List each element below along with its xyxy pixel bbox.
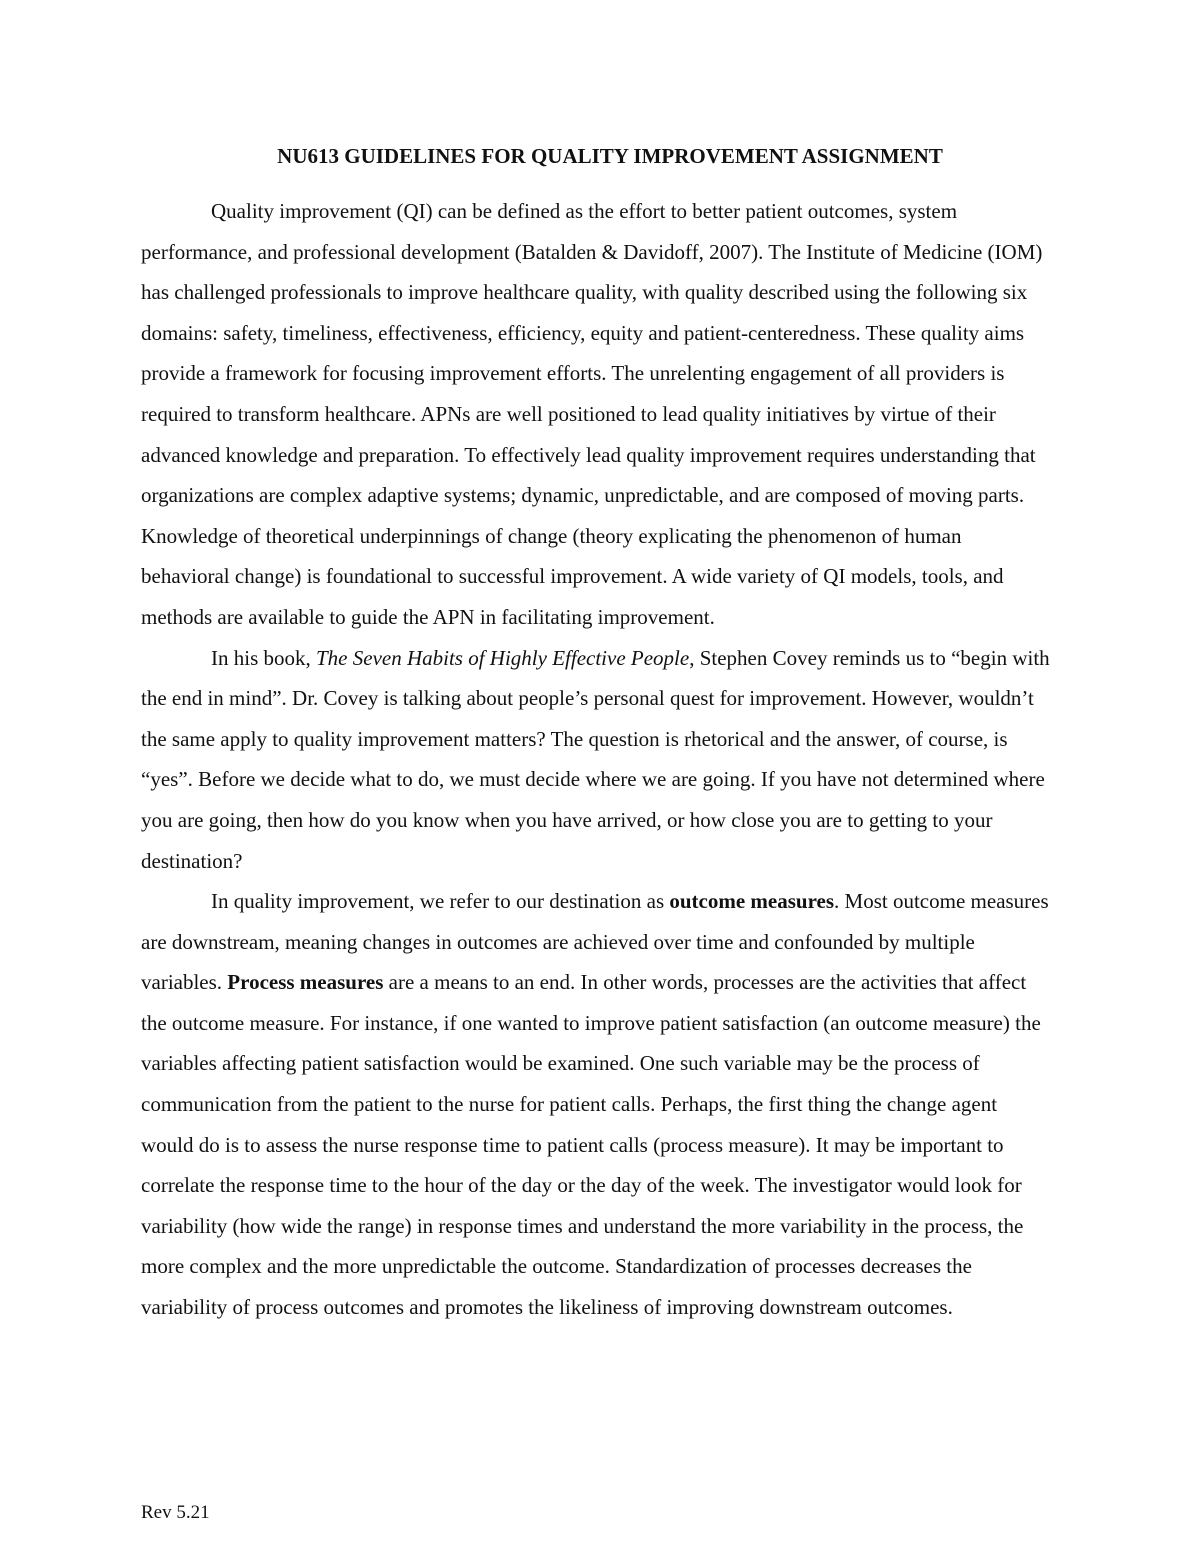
paragraph-measures-intro: In quality improvement, we refer to our destination as: [211, 889, 670, 914]
paragraph-covey-intro: In his book,: [211, 645, 316, 670]
term-outcome-measures: outcome measures: [669, 889, 835, 914]
paragraph-measures-rest: are a means to an end. In other words, processes are the activities that affect the outcome measure. For instance, if one wanted to improve patient satisfaction (an outcome measure) the variables affecting patient satisfaction would be examined. One such variable may be the process of communication from the patient to the nurse for patient calls. Perhaps, the first thing the change agent would do is to assess the nurse response time to patient calls (process measure). It may be important to correlate the response time to the hour of the day or the day of the week. The investigator would look for variability (how wide the range) in response times and understand the more variability in the process, the more complex and the more unpredictable the outcome. Standardization of processes decreases the variability of process outcomes and promotes the likeliness of improving downstream outcomes.: [141, 970, 1041, 1320]
document-body: [141, 191, 1053, 1328]
paragraph-covey: [141, 638, 1053, 882]
term-process-measures: Process measures: [227, 970, 384, 995]
paragraph-measures-middle: . Most outcome measures are downstream, meaning changes in outcomes are achieved over time and confounded by multiple variables.: [141, 889, 1049, 995]
revision-footer: Rev 5.21: [141, 1502, 210, 1523]
paragraph-measures: [141, 881, 1053, 1328]
book-title: The Seven Habits of Highly Effective People: [316, 645, 690, 670]
paragraph-covey-rest: , Stephen Covey reminds us to “begin with the end in mind”. Dr. Covey is talking about people’s personal quest for improvement. However, wouldn’t the same apply to quality improvement matters? The question is rhetorical and the answer, of course, is “yes”. Before we decide what to do, we must decide where we are going. If you have not determined where you are going, then how do you know when you have arrived, or how close you are to getting to your destination?: [141, 645, 1050, 873]
paragraph-qi-definition: Quality improvement (QI) can be defined as the effort to better patient outcomes, system performance, and professional development (Batalden & Davidoff, 2007). The Institute of Medicine (IOM) has challenged professionals to improve healthcare quality, with quality described using the following six domains: safety, timeliness, effectiveness, efficiency, equity and patient-centeredness. These quality aims provide a framework for focusing improvement efforts. The unrelenting engagement of all providers is required to transform healthcare. APNs are well positioned to lead quality initiatives by virtue of their advanced knowledge and preparation. To effectively lead quality improvement requires understanding that organizations are complex adaptive systems; dynamic, unpredictable, and are composed of moving parts. Knowledge of theoretical underpinnings of change (theory explicating the phenomenon of human behavioral change) is foundational to successful improvement. A wide variety of QI models, tools, and methods are available to guide the APN in facilitating improvement.: [141, 199, 1043, 629]
page-title: NU613 GUIDELINES FOR QUALITY IMPROVEMENT ASSIGNMENT: [277, 144, 943, 168]
